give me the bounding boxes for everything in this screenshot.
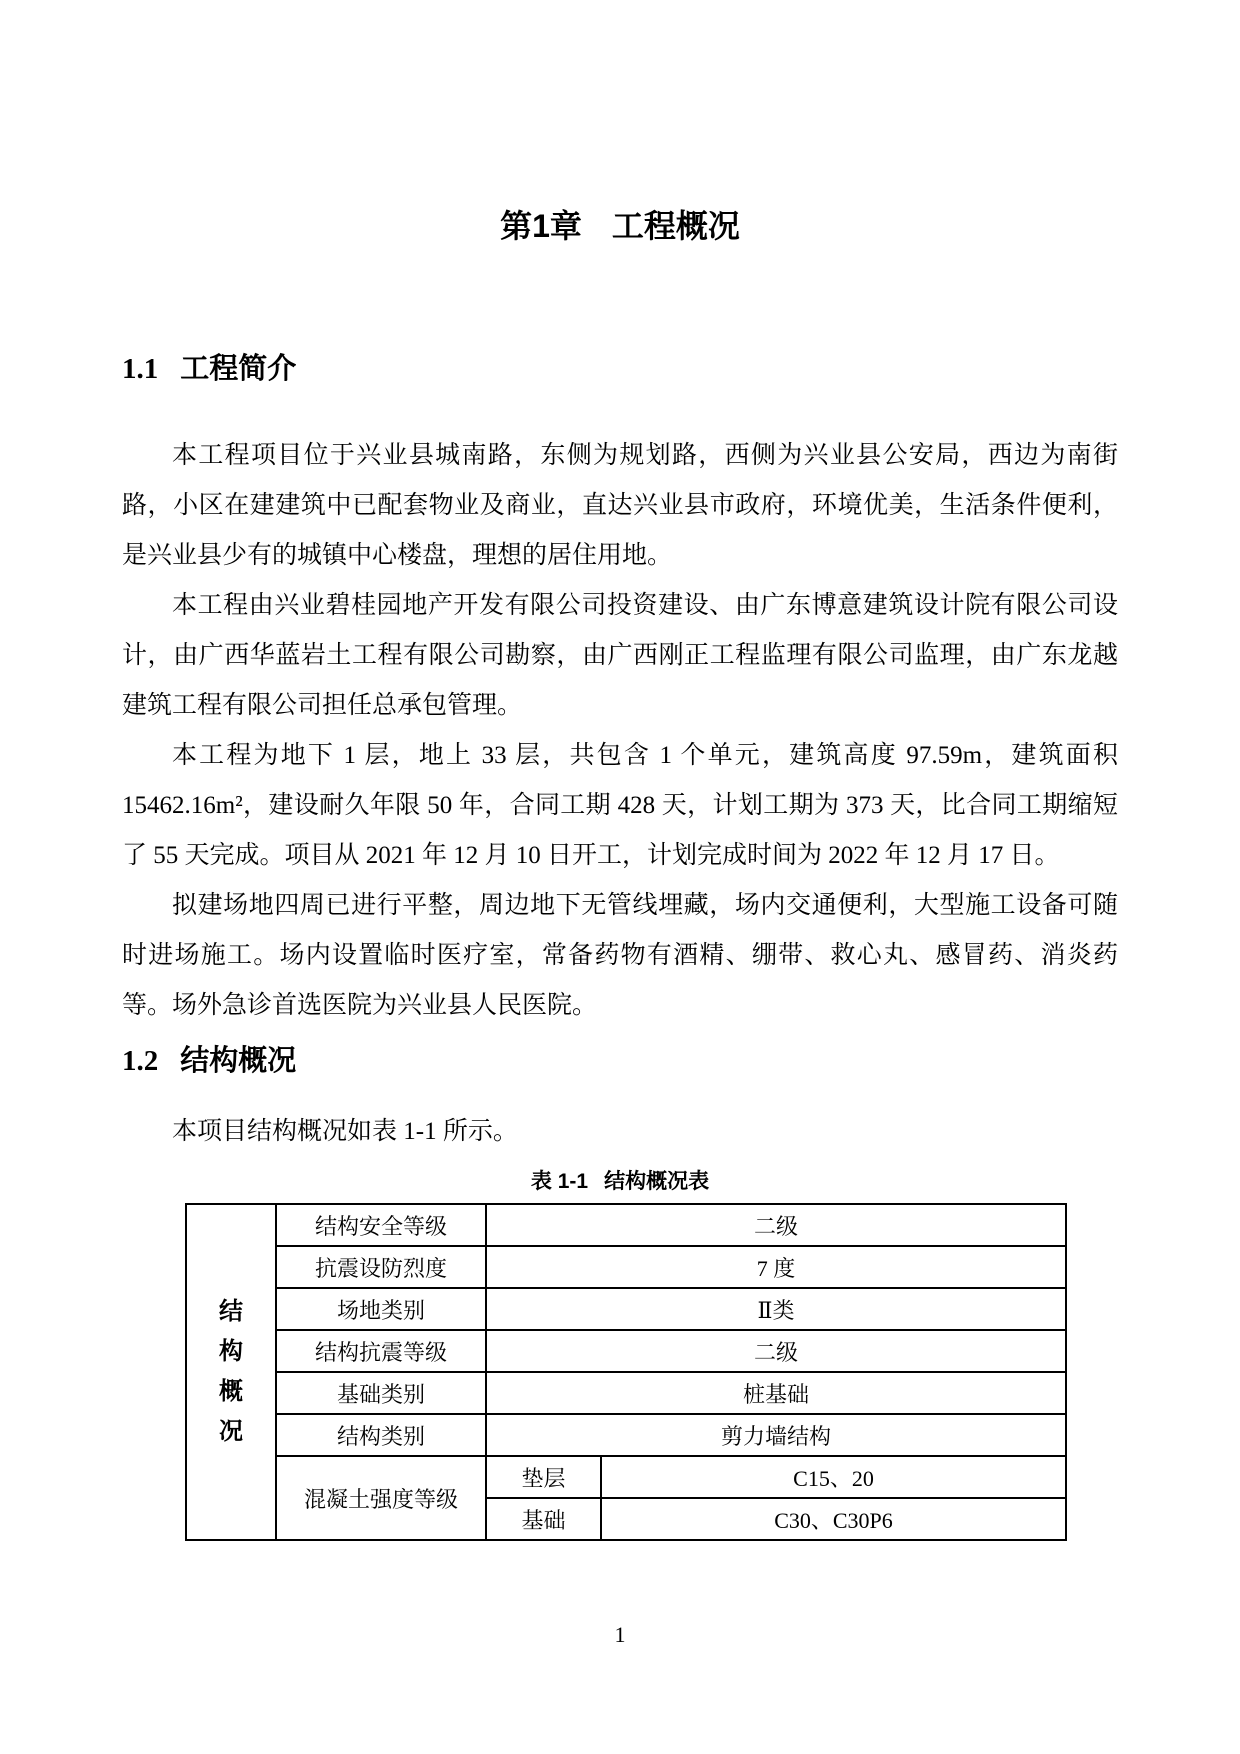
table-row (186, 1246, 1066, 1288)
table-label-cell: 结构抗震等级 (276, 1330, 486, 1372)
chapter-title (122, 0, 1118, 246)
page-number: 1 (614, 1622, 626, 1647)
structure-overview-table (185, 1203, 1067, 1541)
table-row (186, 1288, 1066, 1330)
table-label-cell: 抗震设防烈度 (276, 1246, 486, 1288)
table-value-cell: C15、20 (601, 1456, 1066, 1498)
table-row (186, 1330, 1066, 1372)
table-label-cell: 结构类别 (276, 1414, 486, 1456)
section-heading-1-1 (122, 353, 1118, 385)
table-label-cell: 场地类别 (276, 1288, 486, 1330)
table-label-cell-concrete: 混凝土强度等级 (276, 1456, 486, 1540)
table-value-cell: 二级 (486, 1330, 1066, 1372)
chapter-number: 第1章 (500, 208, 582, 244)
section-number: 1.1 (122, 353, 159, 385)
table-label-cell: 基础类别 (276, 1372, 486, 1414)
table-value-cell: 二级 (486, 1204, 1066, 1246)
paragraph-project-scale: 本工程为地下 1 层，地上 33 层，共包含 1 个单元，建筑高度 97.59m，建筑面积 15462.16m²，建设耐久年限 50 年，合同工期 428 天，计划工期为 373 天，比合同工期缩短了 55 天完成。项目从 2021 年 12 月 10 日开工，计划完成时间为 2022 年 12 月 17 日。 (122, 742, 1118, 869)
table-value-cell: 7 度 (486, 1246, 1066, 1288)
table-value-cell: C30、C30P6 (601, 1498, 1066, 1540)
paragraph-site-conditions: 拟建场地四周已进行平整，周边地下无管线埋藏，场内交通便利，大型施工设备可随时进场施工。场内设置临时医疗室，常备药物有酒精、绷带、救心丸、感冒药、消炎药等。场外急诊首选医院为兴业县人民医院。 (122, 892, 1118, 1019)
chapter-name: 工程概况 (611, 208, 740, 244)
table-value-cell: 剪力墙结构 (486, 1414, 1066, 1456)
table-sublabel-cell: 垫层 (486, 1456, 601, 1498)
table-row-header (186, 1204, 276, 1540)
table-row (186, 1204, 1066, 1246)
section-title: 工程简介 (180, 353, 297, 385)
table-label-cell: 结构安全等级 (276, 1204, 486, 1246)
table-row-header-text: 结构概况 (219, 1298, 243, 1445)
table-row (186, 1372, 1066, 1414)
table-row (186, 1456, 1066, 1498)
table-value-cell: Ⅱ类 (486, 1288, 1066, 1330)
table-row (186, 1414, 1066, 1456)
section-title: 结构概况 (180, 1045, 297, 1077)
paragraph-project-parties: 本工程由兴业碧桂园地产开发有限公司投资建设、由广东博意建筑设计院有限公司设计，由广西华蓝岩土工程有限公司勘察，由广西刚正工程监理有限公司监理，由广东龙越建筑工程有限公司担任总承包管理。 (122, 592, 1118, 719)
section-1-1-body (122, 431, 1118, 1031)
table-caption-title: 结构概况表 (604, 1170, 710, 1193)
section-heading-1-2 (122, 1045, 1118, 1077)
table-sublabel-cell: 基础 (486, 1498, 601, 1540)
paragraph-project-location: 本工程项目位于兴业县城南路，东侧为规划路，西侧为兴业县公安局，西边为南街路，小区在建建筑中已配套物业及商业，直达兴业县市政府，环境优美，生活条件便利，是兴业县少有的城镇中心楼盘，理想的居住用地。 (122, 442, 1118, 569)
table-value-cell: 桩基础 (486, 1372, 1066, 1414)
table-caption-number: 表 1-1 (530, 1170, 589, 1193)
paragraph-table-intro: 本项目结构概况如表 1-1 所示。 (172, 1118, 518, 1145)
table-caption (122, 1169, 1118, 1195)
section-number: 1.2 (122, 1045, 159, 1077)
